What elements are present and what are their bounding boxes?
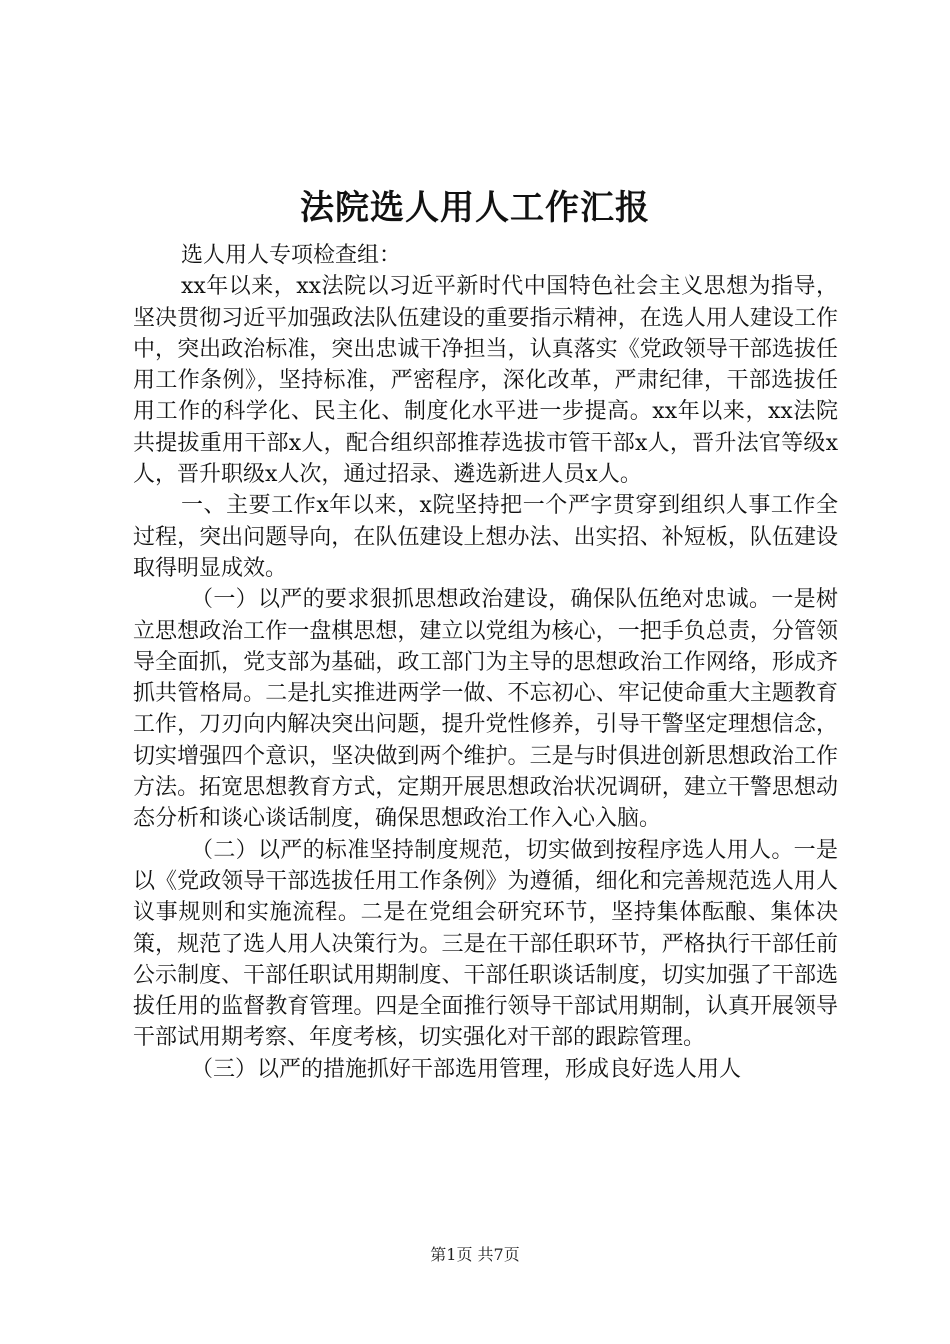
paragraph-main-work: 一、主要工作x年以来，x院坚持把一个严字贯穿到组织人事工作全过程，突出问题导向，在队伍建设上想办法、出实招、补短板，队伍建设取得明显成效。 xyxy=(133,493,838,581)
paragraph-intro: xx年以来，xx法院以习近平新时代中国特色社会主义思想为指导，坚决贯彻习近平加强政法队伍建设的重要指示精神，在选人用人建设工作中，突出政治标准，突出忠诚干净担当，认真落实《党政领导干部选拔任用工作条例》，坚持标准，严密程序，深化改革，严肃纪律，干部选拔任用工作的科学化、民主化、制度化水平进一步提高。xx年以来，xx法院共提拔重用干部x人，配合组织部推荐选拔市管干部x人，晋升法官等级x人，晋升职级x人次，通过招录、遴选新进人员x人。 xyxy=(133,274,838,488)
salutation: 选人用人专项检查组： xyxy=(181,243,402,268)
page-number-footer: 第1页 共7页 xyxy=(430,1245,520,1264)
paragraph-section-3: （三）以严的措施抓好干部选用管理，形成良好选人用人 xyxy=(191,1056,742,1082)
paragraph-section-2: （二）以严的标准坚持制度规范，切实做到按程序选人用人。一是以《党政领导干部选拔任用工作条例》为遵循，细化和完善规范选人用人议事规则和实施流程。二是在党组会研究环节，坚持集体酝酿、集体决策，规范了选人用人决策行为。三是在干部任职环节，严格执行干部任前公示制度、干部任职试用期制度、干部任职谈话制度，切实加强了干部选拔任用的监督教育管理。四是全面推行领导干部试用期制，认真开展领导干部试用期考察、年度考核，切实强化对干部的跟踪管理。 xyxy=(133,837,838,1051)
document-body xyxy=(133,240,838,1085)
paragraph-section-1: （一）以严的要求狠抓思想政治建设，确保队伍绝对忠诚。一是树立思想政治工作一盘棋思想，建立以党组为核心，一把手负总责，分管领导全面抓，党支部为基础，政工部门为主导的思想政治工作网络，形成齐抓共管格局。二是扎实推进两学一做、不忘初心、牢记使命重大主题教育工作，刀刃向内解决突出问题，提升党性修养，引导干警坚定理想信念，切实增强四个意识，坚决做到两个维护。三是与时俱进创新思想政治工作方法。拓宽思想教育方式，定期开展思想政治状况调研，建立干警思想动态分析和谈心谈话制度，确保思想政治工作入心入脑。 xyxy=(133,587,838,832)
document-title: 法院选人用人工作汇报 xyxy=(300,188,650,228)
